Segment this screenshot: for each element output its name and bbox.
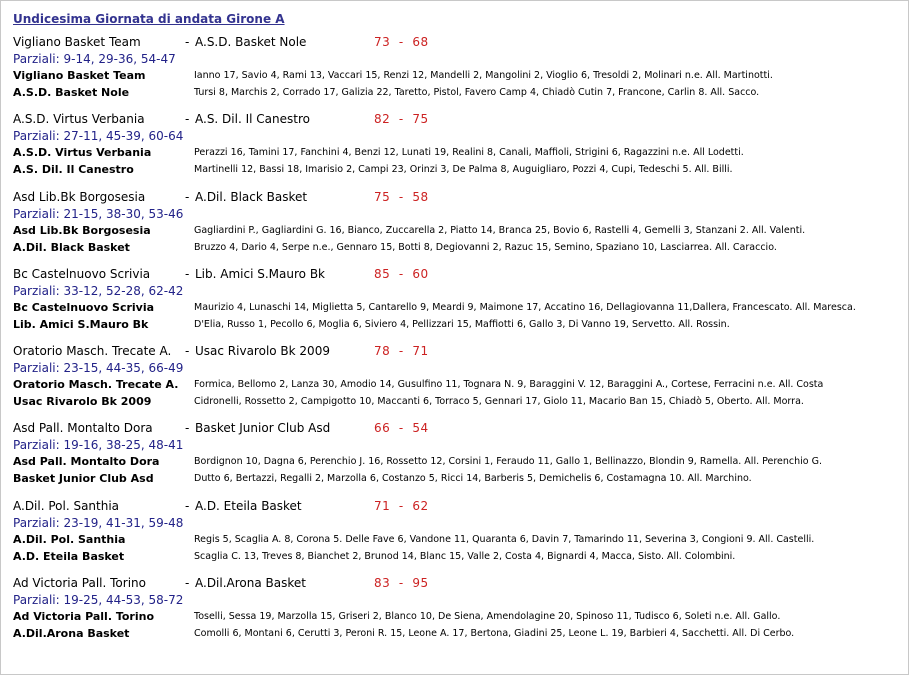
versus-separator: - — [185, 112, 190, 126]
away-team-label: A.D. Eteila Basket — [13, 550, 125, 563]
score-dash: - — [390, 35, 413, 49]
home-team-name: Bc Castelnuovo Scrivia — [13, 267, 151, 281]
away-score: 68 — [412, 35, 429, 49]
away-team-label: A.S. Dil. Il Canestro — [13, 163, 134, 176]
away-score: 75 — [412, 112, 429, 126]
away-team-label: A.Dil.Arona Basket — [13, 627, 130, 640]
partial-scores: Parziali: 23-15, 44-35, 66-49 — [13, 361, 184, 375]
away-players: Cidronelli, Rossetto 2, Campigotto 10, Maccanti 6, Torraco 5, Gennari 17, Giolo 11, Macario Ban 15, Chiadò 5, Oberto. All. Morra. — [194, 396, 804, 407]
home-players: Formica, Bellomo 2, Lanza 30, Amodio 14, Gusulfino 11, Tognara N. 9, Baraggini V. 12, Baraggini A., Cortese, Ferracini n.e. All. Costa — [194, 379, 824, 390]
home-score: 71 — [374, 499, 391, 513]
home-players: Ianno 17, Savio 4, Rami 13, Vaccari 15, Renzi 12, Mandelli 2, Mangolini 2, Vioglio 6, Tresoldi 2, Molinari n.e. All. Martinotti. — [194, 70, 773, 81]
away-team-name: A.S.D. Basket Nole — [195, 35, 307, 49]
away-team-name: A.D. Eteila Basket — [195, 499, 302, 513]
home-score: 82 — [374, 112, 391, 126]
game-block — [13, 112, 903, 187]
partial-scores: Parziali: 27-11, 45-39, 60-64 — [13, 129, 184, 143]
final-score — [374, 421, 429, 435]
versus-separator: - — [185, 190, 190, 204]
versus-separator: - — [185, 267, 190, 281]
home-players: Perazzi 16, Tamini 17, Fanchini 4, Benzi 12, Lunati 19, Realini 8, Canali, Maffioli, Strigini 6, Ragazzini n.e. All Lodetti. — [194, 147, 744, 158]
away-team-label: Usac Rivarolo Bk 2009 — [13, 395, 152, 408]
home-team-name: A.S.D. Virtus Verbania — [13, 112, 145, 126]
final-score — [374, 576, 429, 590]
away-team-name: A.S. Dil. Il Canestro — [195, 112, 310, 126]
home-score: 75 — [374, 190, 391, 204]
home-team-name: Asd Pall. Montalto Dora — [13, 421, 153, 435]
home-team-name: Ad Victoria Pall. Torino — [13, 576, 146, 590]
home-players: Maurizio 4, Lunaschi 14, Miglietta 5, Cantarello 9, Meardi 9, Maimone 17, Accatino 16, Dellagiovanna 11,Dallera, Francescato. All. Maresca. — [194, 302, 856, 313]
home-team-name: Vigliano Basket Team — [13, 35, 141, 49]
away-score: 71 — [412, 344, 429, 358]
away-team-name: Usac Rivarolo Bk 2009 — [195, 344, 330, 358]
versus-separator: - — [185, 421, 190, 435]
away-team-label: Lib. Amici S.Mauro Bk — [13, 318, 149, 331]
away-team-label: A.S.D. Basket Nole — [13, 86, 130, 99]
away-players: D'Elia, Russo 1, Pecollo 6, Moglia 6, Siviero 4, Pellizzari 15, Maffiotti 6, Gallo 3, Di Vanno 19, Servetto. All. Rossin. — [194, 319, 730, 330]
home-team-label: Ad Victoria Pall. Torino — [13, 610, 155, 623]
home-team-label: Vigliano Basket Team — [13, 69, 146, 82]
home-players: Toselli, Sessa 19, Marzolla 15, Griseri 2, Blanco 10, De Siena, Amendolagine 20, Spinoso 11, Tudisco 6, Soleti n.e. All. Gallo. — [194, 611, 781, 622]
away-team-name: A.Dil.Arona Basket — [195, 576, 306, 590]
home-team-name: Asd Lib.Bk Borgosesia — [13, 190, 146, 204]
home-team-label: A.Dil. Pol. Santhia — [13, 533, 126, 546]
game-block — [13, 576, 903, 651]
versus-separator: - — [185, 344, 190, 358]
final-score — [374, 190, 429, 204]
partial-scores: Parziali: 23-19, 41-31, 59-48 — [13, 516, 184, 530]
final-score — [374, 35, 429, 49]
partial-scores: Parziali: 9-14, 29-36, 54-47 — [13, 52, 176, 66]
home-players: Bordignon 10, Dagna 6, Perenchio J. 16, Rossetto 12, Corsini 1, Feraudo 11, Gallo 1, Bellinazzo, Blondin 9, Ramella. All. Perenchio G. — [194, 456, 823, 467]
partial-scores: Parziali: 33-12, 52-28, 62-42 — [13, 284, 184, 298]
partial-scores: Parziali: 19-25, 44-53, 58-72 — [13, 593, 184, 607]
home-team-name: A.Dil. Pol. Santhia — [13, 499, 120, 513]
game-block — [13, 267, 903, 342]
partial-scores: Parziali: 21-15, 38-30, 53-46 — [13, 207, 184, 221]
away-players: Comolli 6, Montani 6, Cerutti 3, Peroni R. 15, Leone A. 17, Bertona, Giadini 25, Leone L. 19, Barbieri 4, Sacchetti. All. Di Cerbo. — [194, 628, 795, 639]
score-dash: - — [390, 421, 413, 435]
home-team-label: Bc Castelnuovo Scrivia — [13, 301, 155, 314]
home-score: 78 — [374, 344, 391, 358]
home-score: 85 — [374, 267, 391, 281]
home-team-label: Asd Pall. Montalto Dora — [13, 455, 160, 468]
game-block — [13, 190, 903, 265]
home-team-label: Asd Lib.Bk Borgosesia — [13, 224, 151, 237]
final-score — [374, 267, 429, 281]
away-team-name: A.Dil. Black Basket — [195, 190, 308, 204]
home-players: Gagliardini P., Gagliardini G. 16, Bianco, Zuccarella 2, Piatto 14, Branca 25, Bovio 6, Rastelli 4, Gemelli 3, Stanzani 2. All. Valenti. — [194, 225, 806, 236]
home-team-label: A.S.D. Virtus Verbania — [13, 146, 152, 159]
final-score — [374, 344, 429, 358]
away-players: Scaglia C. 13, Treves 8, Bianchet 2, Brunod 14, Blanc 15, Valle 2, Costa 4, Bignardi 4, Macca, Sisto. All. Colombini. — [194, 551, 736, 562]
versus-separator: - — [185, 576, 190, 590]
partial-scores: Parziali: 19-16, 38-25, 48-41 — [13, 438, 184, 452]
home-score: 73 — [374, 35, 391, 49]
score-dash: - — [390, 576, 413, 590]
home-team-label: Oratorio Masch. Trecate A. — [13, 378, 179, 391]
away-team-name: Basket Junior Club Asd — [195, 421, 331, 435]
away-players: Tursi 8, Marchis 2, Corrado 17, Galizia 22, Taretto, Pistol, Favero Camp 4, Chiadò Cutin 7, Francone, Carlin 8. All. Sacco. — [194, 87, 760, 98]
final-score — [374, 112, 429, 126]
score-dash: - — [390, 499, 413, 513]
score-dash: - — [390, 267, 413, 281]
game-block — [13, 344, 903, 419]
game-block — [13, 499, 903, 574]
game-block — [13, 35, 903, 110]
home-score: 83 — [374, 576, 391, 590]
away-score: 58 — [412, 190, 429, 204]
away-score: 60 — [412, 267, 429, 281]
versus-separator: - — [185, 35, 190, 49]
away-team-name: Lib. Amici S.Mauro Bk — [195, 267, 325, 281]
away-score: 54 — [412, 421, 429, 435]
game-block — [13, 421, 903, 496]
away-players: Dutto 6, Bertazzi, Regalli 2, Marzolla 6, Costanzo 5, Ricci 14, Barberis 5, Demichelis 6, Costamagna 10. All. Marchino. — [194, 473, 752, 484]
away-score: 95 — [412, 576, 429, 590]
page-title[interactable]: Undicesima Giornata di andata Girone A — [13, 12, 285, 26]
away-players: Martinelli 12, Bassi 18, Imarisio 2, Campi 23, Orinzi 3, De Palma 8, Auguigliaro, Pozzi 4, Cupi, Tedeschi 5. All. Billi. — [194, 164, 733, 175]
versus-separator: - — [185, 499, 190, 513]
score-dash: - — [390, 112, 413, 126]
score-dash: - — [390, 190, 413, 204]
final-score — [374, 499, 429, 513]
away-team-label: Basket Junior Club Asd — [13, 472, 154, 485]
home-team-name: Oratorio Masch. Trecate A. — [13, 344, 172, 358]
score-dash: - — [390, 344, 413, 358]
away-team-label: A.Dil. Black Basket — [13, 241, 130, 254]
home-players: Regis 5, Scaglia A. 8, Corona 5. Delle Fave 6, Vandone 11, Quaranta 6, Davin 7, Tamarindo 11, Severina 3, Congioni 9. All. Castelli. — [194, 534, 815, 545]
away-players: Bruzzo 4, Dario 4, Serpe n.e., Gennaro 15, Botti 8, Degiovanni 2, Razuc 15, Semino, Spaziano 10, Lasciarrea. All. Caraccio. — [194, 242, 777, 253]
home-score: 66 — [374, 421, 391, 435]
away-score: 62 — [412, 499, 429, 513]
